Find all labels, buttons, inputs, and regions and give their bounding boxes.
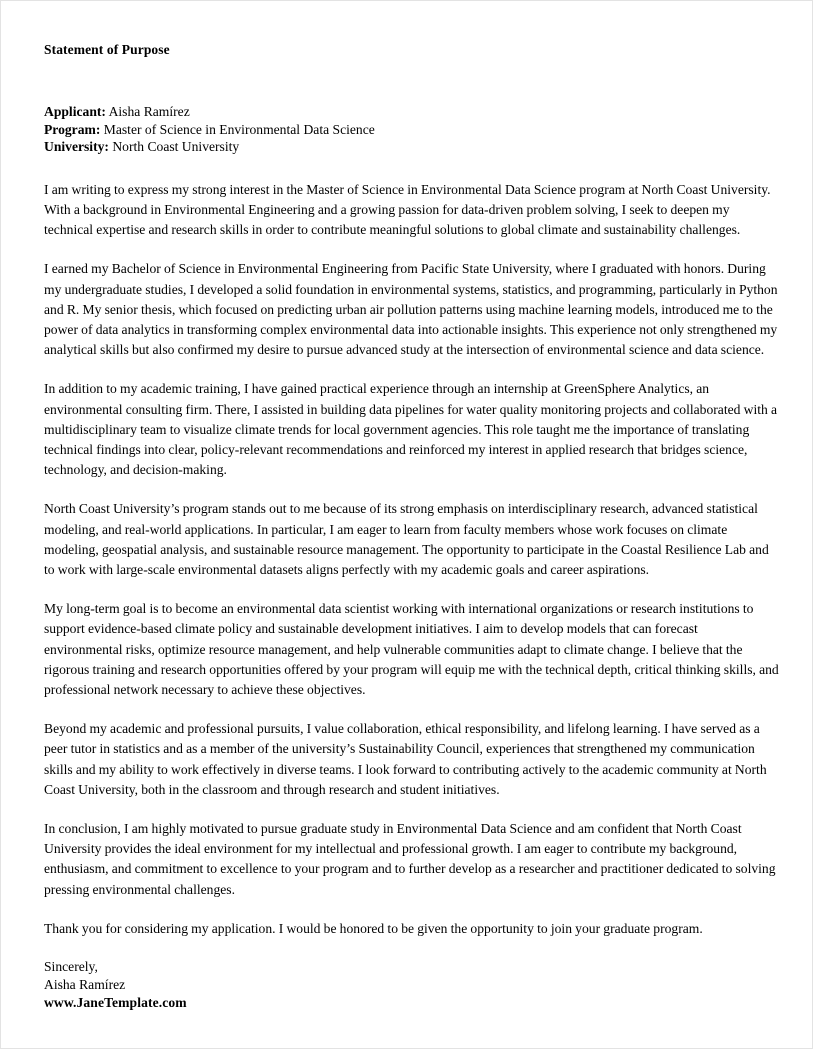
signoff-salutation: Sincerely, (44, 958, 98, 974)
page-title: Statement of Purpose (44, 42, 170, 57)
body-paragraph: I earned my Bachelor of Science in Environmental Engineering from Pacific State University, where I graduated with honors. During my undergraduate studies, I developed a solid foundation in environmental systems, statistics, and programming, particularly in Python and R. My senior thesis, which focused on predicting urban air pollution patterns using machine learning models, introduced me to the power of data analytics in transforming complex environmental data into actionable insights. This experience not only strengthened my analytical skills but also confirmed my desire to pursue advanced study at the intersection of environmental science and data science. (44, 261, 778, 358)
program-value: Master of Science in Environmental Data Science (100, 121, 375, 137)
body-paragraph: My long-term goal is to become an environmental data scientist working with international organizations or research institutions to support evidence-based climate policy and sustainable development initiatives. I aim to develop models that can forecast environmental risks, optimize resource management, and help vulnerable communities adapt to climate change. I believe that the rigorous training and research opportunities offered by your program will equip me with the technical depth, critical thinking skills, and professional network necessary to achieve these objectives. (44, 601, 779, 697)
signoff-block (44, 958, 779, 1011)
signoff-website: www.JaneTemplate.com (44, 994, 187, 1010)
applicant-value: Aisha Ramírez (105, 104, 190, 120)
body-paragraph: Beyond my academic and professional pursuits, I value collaboration, ethical responsibility, and lifelong learning. I have served as a peer tutor in statistics and as a member of the university’s Sustainability Council, experiences that strengthened my communication skills and my ability to work effectively in diverse teams. I look forward to contributing actively to the academic community at North Coast University, both in the classroom and through research and student initiatives. (44, 721, 767, 797)
body-paragraph: I am writing to express my strong interest in the Master of Science in Environmental Data Science program at North Coast University. With a background in Environmental Engineering and a growing passion for data-driven problem solving, I seek to deepen my technical expertise and research skills in order to contribute meaningful solutions to global climate and sustainability challenges. (44, 181, 771, 238)
applicant-row (44, 103, 779, 121)
university-label: University: (44, 139, 109, 155)
applicant-details-block (44, 103, 779, 156)
program-row (44, 121, 779, 139)
body-paragraph: In conclusion, I am highly motivated to pursue graduate study in Environmental Data Science and am confident that North Coast University provides the ideal environment for my intellectual and professional growth. I am eager to contribute my background, enthusiasm, and commitment to excellence to your program and to further develop as a researcher and practitioner dedicated to solving pressing environmental challenges. (44, 820, 776, 897)
body-paragraph: North Coast University’s program stands out to me because of its strong emphasis on interdisciplinary research, advanced statistical modeling, and real-world applications. In particular, I am eager to learn from faculty members whose work focuses on climate modeling, geospatial analysis, and sustainable resource management. The opportunity to participate in the Coastal Resilience Lab and to work with large-scale environmental datasets aligns perfectly with my academic goals and career aspirations. (44, 501, 769, 577)
program-label: Program: (44, 121, 101, 137)
body-paragraph: In addition to my academic training, I have gained practical experience through an internship at GreenSphere Analytics, an environmental consulting firm. There, I assisted in building data pipelines for water quality monitoring projects and collaborated with a multidisciplinary team to visualize climate trends for local government agencies. This role taught me the importance of translating technical findings into clear, policy-relevant recommendations and reinforced my interest in applied research that bridges science, technology, and decision-making. (44, 381, 778, 478)
document-content (44, 42, 779, 1011)
signoff-name: Aisha Ramírez (44, 976, 126, 992)
applicant-label: Applicant: (44, 104, 106, 120)
university-row (44, 138, 779, 156)
university-value: North Coast University (108, 139, 240, 155)
closing-line: Thank you for considering my application. I would be honored to be given the opportunity to join your graduate program. (44, 920, 703, 936)
letter-body (44, 180, 779, 1012)
